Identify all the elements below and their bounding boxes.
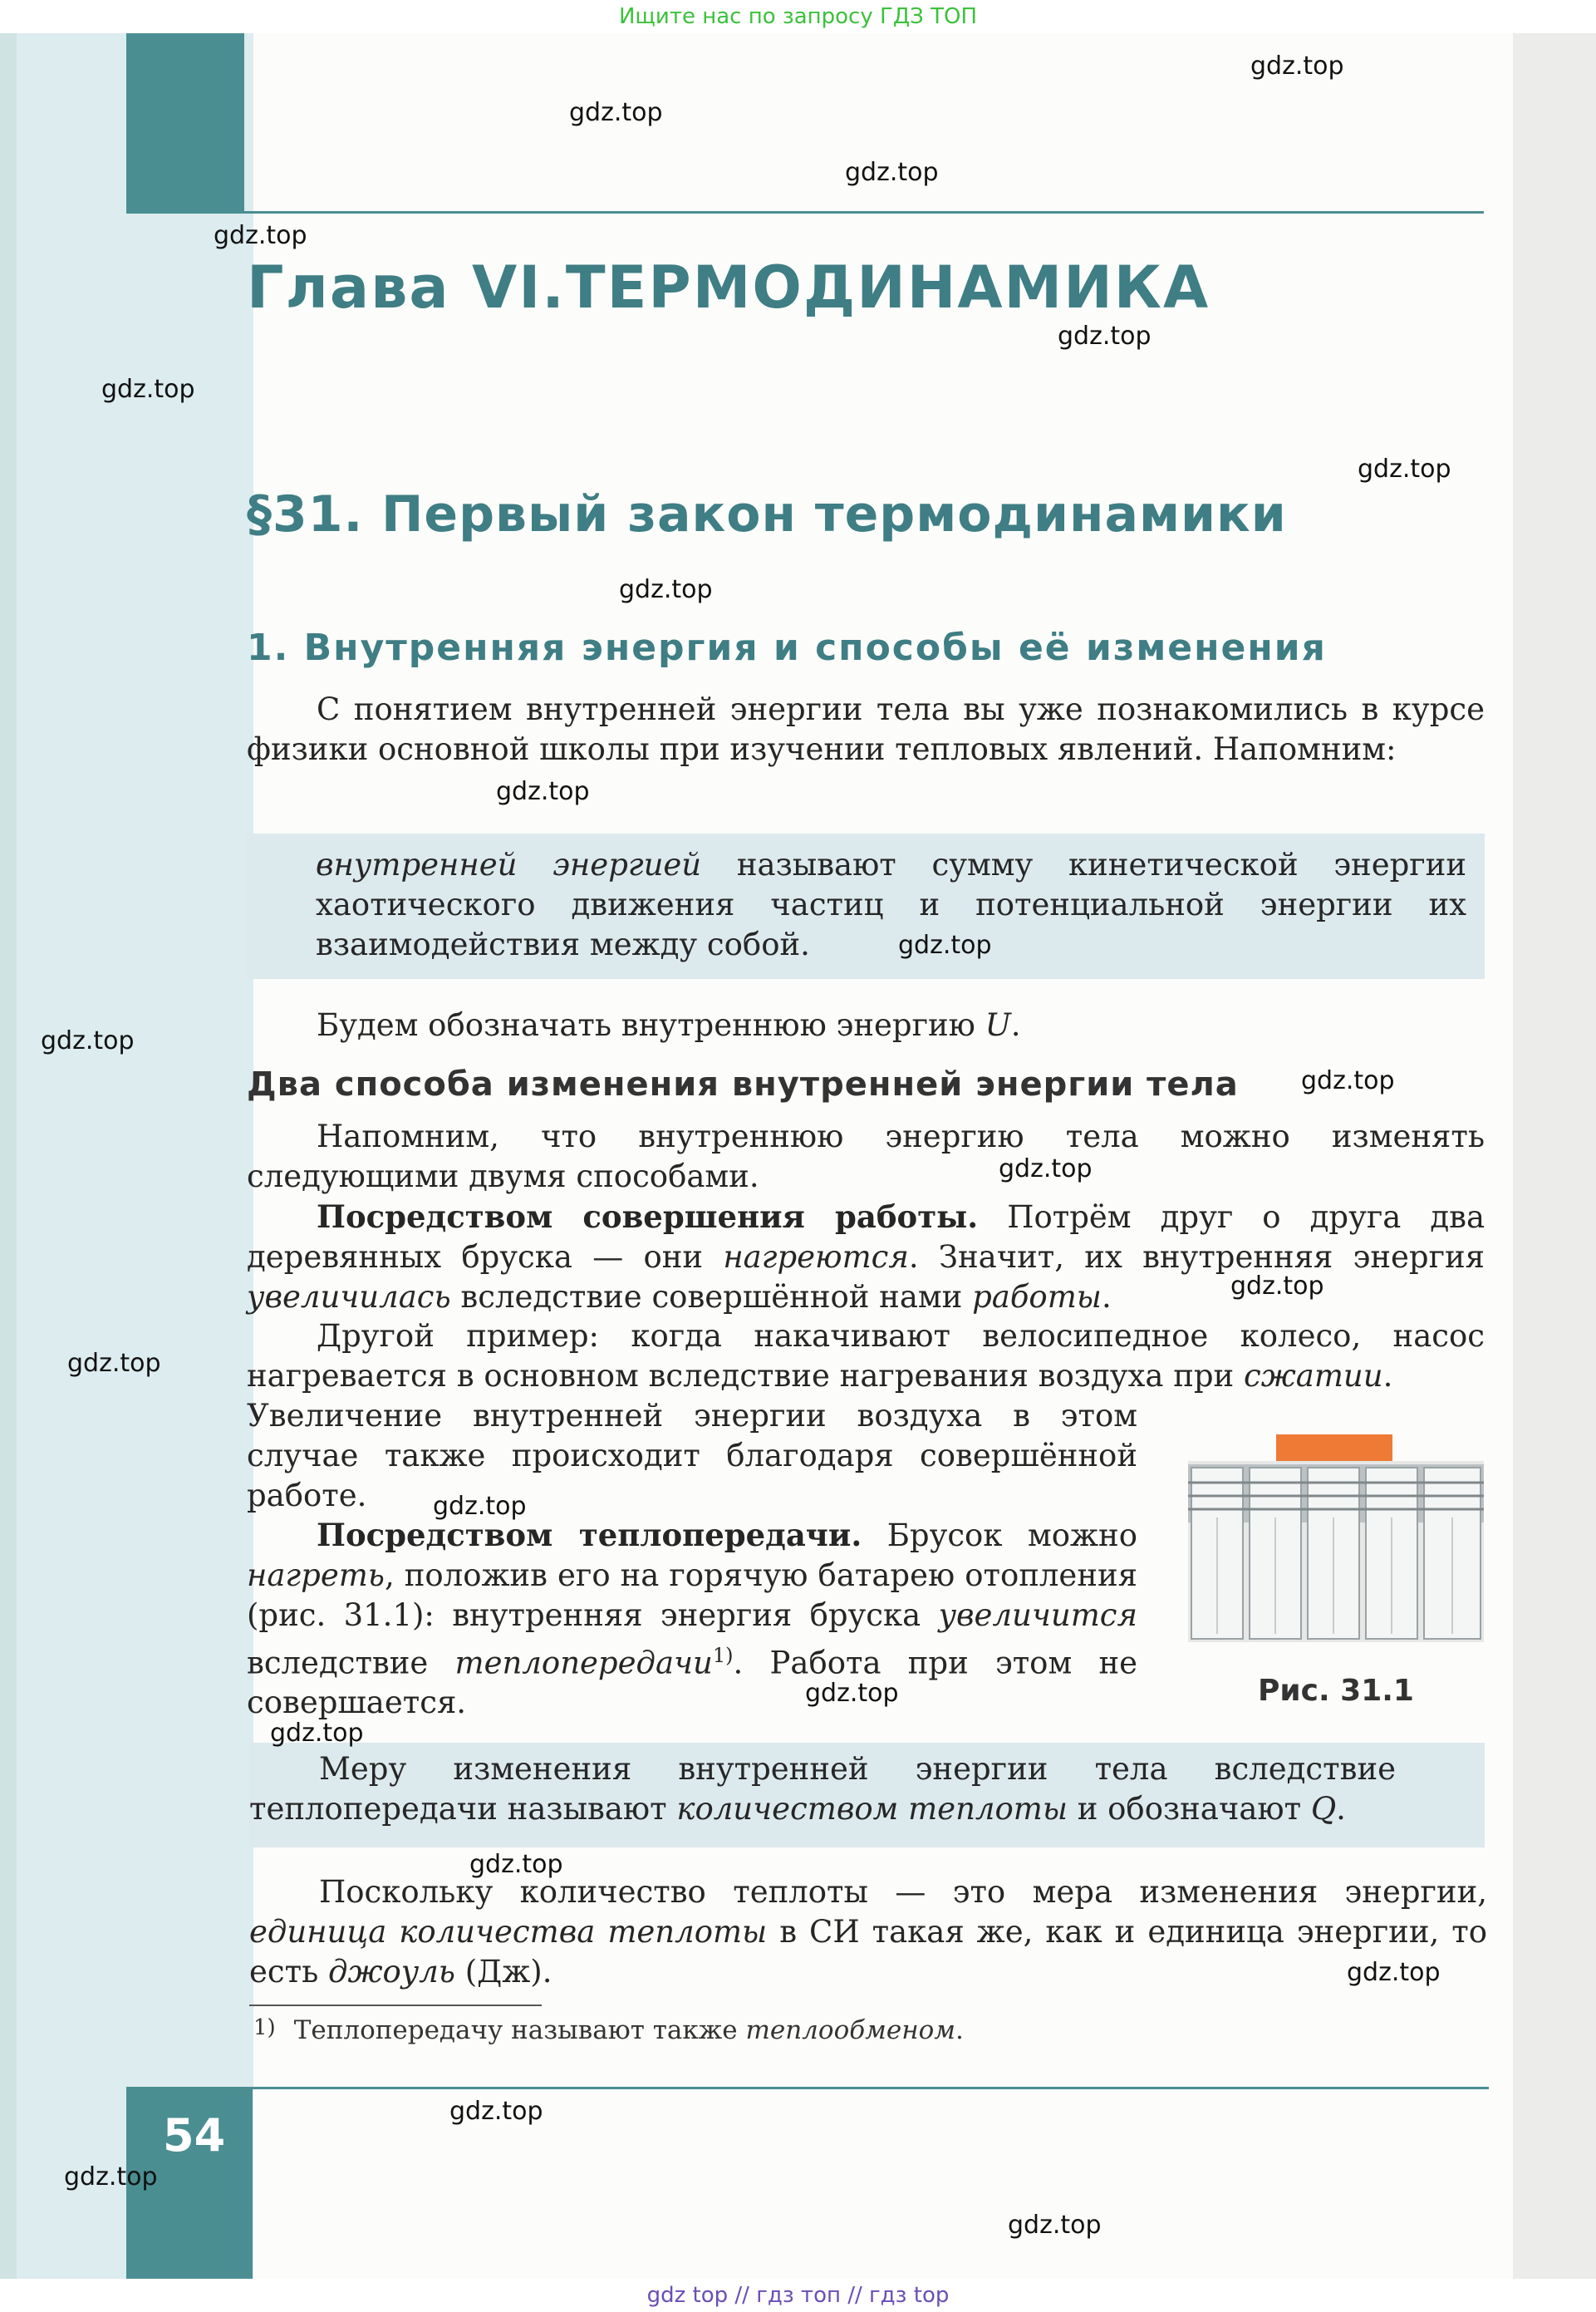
footnote — [253, 2015, 964, 2045]
bottom-rule — [126, 2087, 1489, 2089]
work-text-4: . — [1101, 1279, 1112, 1315]
footnote-end: . — [955, 2015, 964, 2045]
footnote-italic: теплообменом — [745, 2015, 955, 2045]
term-internal-energy: внутренней энергией — [316, 847, 702, 883]
watermark: gdz.top — [569, 98, 663, 127]
ht-text-4: . Работа при этом не совершается. — [247, 1645, 1138, 1721]
footnote-ref: 1) — [712, 1644, 734, 1667]
footnote-text: Теплопередачу называют также — [293, 2015, 746, 2045]
top-banner: Ищите нас по запросу ГДЗ ТОП — [618, 4, 978, 29]
paragraph-two-ways: Напомним, что внутреннюю энергию тела можно изменять следующими двумя способами. — [247, 1119, 1485, 1194]
footnote-rule — [249, 2005, 542, 2006]
ht-italic-3: теплопередачи — [454, 1645, 713, 1681]
wooden-block — [1276, 1434, 1392, 1461]
unit-italic-2: джоуль — [328, 1954, 455, 1990]
footnote-mark: 1) — [253, 2015, 276, 2040]
margin-band — [17, 33, 253, 2279]
top-rule — [126, 211, 1484, 214]
watermark: gdz.top — [469, 1850, 563, 1879]
pump-text-1: Другой пример: когда накачивают велосипедное колесо, насос нагревается в основном вследствие нагревания воздуха при — [247, 1318, 1485, 1394]
symbol-q: Q — [1310, 1791, 1337, 1827]
work-italic-1: нагреются — [723, 1239, 909, 1275]
heat-def-text-1: Меру изменения внутренней энергии тела вследствие теплопередачи называют — [249, 1751, 1396, 1827]
watermark: gdz.top — [433, 1492, 527, 1521]
watermark: gdz.top — [845, 158, 939, 187]
ht-italic-1: нагреть — [247, 1557, 385, 1593]
watermark: gdz.top — [496, 777, 590, 806]
paragraph-unit — [249, 1872, 1487, 1992]
watermark: gdz.top — [1008, 2211, 1102, 2240]
watermark: gdz.top — [898, 931, 992, 960]
definition-internal-energy — [316, 845, 1466, 965]
figure-radiator — [1188, 1434, 1484, 1642]
ht-text-3: вследствие — [247, 1645, 455, 1681]
work-text-3: вследствие совершённой нами — [450, 1279, 973, 1315]
watermark: gdz.top — [619, 575, 713, 604]
chapter-title: Глава VI.ТЕРМОДИНАМИКА — [247, 253, 1211, 322]
unit-text-2: в СИ такая же, как и единица энергии, то есть — [249, 1914, 1488, 1990]
definition-text: называют сумму кинетической энергии хаотического движения частиц и потенциальной энергии их взаимодействия между собой. — [316, 847, 1466, 962]
watermark: gdz.top — [805, 1679, 899, 1708]
term-heat-quantity: количеством теплоты — [676, 1791, 1068, 1827]
ht-text-2: , положив его на горячую батарею отопления (рис. 31.1): внутренняя энергия бруска — [247, 1557, 1137, 1633]
watermark: gdz.top — [1230, 1272, 1324, 1301]
pump-text-2: . — [1382, 1358, 1393, 1394]
bottom-banner: gdz top // гдз топ // гдз top — [646, 2283, 950, 2308]
watermark: gdz.top — [101, 375, 195, 404]
notation-end: . — [1010, 1007, 1021, 1043]
watermark: gdz.top — [1250, 52, 1344, 81]
watermark: gdz.top — [270, 1719, 364, 1748]
watermark: gdz.top — [999, 1154, 1093, 1183]
ht-text-1: Брусок можно — [862, 1518, 1137, 1553]
heat-transfer-heading: Посредством теплопередачи. — [317, 1517, 862, 1553]
watermark: gdz.top — [1358, 455, 1451, 484]
heat-def-text-2: и обозначают — [1067, 1791, 1311, 1827]
work-text-1: Потрём друг о друга два деревянных бруска — они — [247, 1199, 1485, 1275]
section-title: §31. Первый закон термодинамики — [247, 485, 1287, 544]
heading-two-ways: Два способа изменения внутренней энергии тела — [247, 1065, 1239, 1104]
work-italic-3: работы — [972, 1279, 1102, 1315]
notation-text: Будем обозначать внутреннюю энергию — [317, 1007, 985, 1043]
watermark: gdz.top — [64, 2162, 158, 2191]
watermark: gdz.top — [1301, 1066, 1395, 1095]
left-strip — [0, 33, 17, 2279]
paragraph-heat-transfer — [247, 1515, 1137, 1723]
watermark: gdz.top — [1058, 322, 1152, 351]
watermark: gdz.top — [214, 221, 307, 250]
top-decor-block — [126, 33, 244, 213]
watermark: gdz.top — [67, 1349, 161, 1378]
right-edge — [1513, 33, 1596, 2279]
unit-italic-1: единица количества теплоты — [249, 1914, 768, 1950]
paragraph-pump-example — [247, 1316, 1485, 1396]
work-heading: Посредством совершения работы. — [317, 1198, 979, 1235]
radiator-illustration — [1188, 1434, 1484, 1642]
ht-italic-2: увеличится — [938, 1597, 1137, 1633]
unit-text-3: (Дж). — [454, 1954, 552, 1990]
pump-italic: сжатии — [1243, 1358, 1383, 1394]
page-number: 54 — [163, 2109, 226, 2162]
paragraph-pump-conclusion: Увеличение внутренней энергии воздуха в этом случае также происходит благодаря совершённой работе. — [247, 1398, 1137, 1513]
subsection-title: 1. Внутренняя энергия и способы её изменения — [247, 627, 1327, 669]
symbol-u: U — [985, 1007, 1011, 1043]
heat-def-text-3: . — [1336, 1791, 1346, 1827]
watermark: gdz.top — [449, 2097, 543, 2126]
paragraph-intro: С понятием внутренней энергии тела вы уже познакомились в курсе физики основной школы при изучении тепловых явлений. Напомним: — [247, 691, 1485, 767]
watermark: gdz.top — [41, 1026, 135, 1055]
work-text-2: . Значит, их внутренняя энергия — [908, 1239, 1485, 1275]
work-italic-2: увеличилась — [247, 1279, 451, 1315]
definition-heat — [249, 1749, 1396, 1829]
figure-caption: Рис. 31.1 — [1258, 1674, 1414, 1708]
paragraph-notation — [317, 1006, 1480, 1045]
watermark: gdz.top — [1347, 1958, 1441, 1987]
unit-text-1: Поскольку количество теплоты — это мера изменения энергии, — [319, 1874, 1487, 1910]
